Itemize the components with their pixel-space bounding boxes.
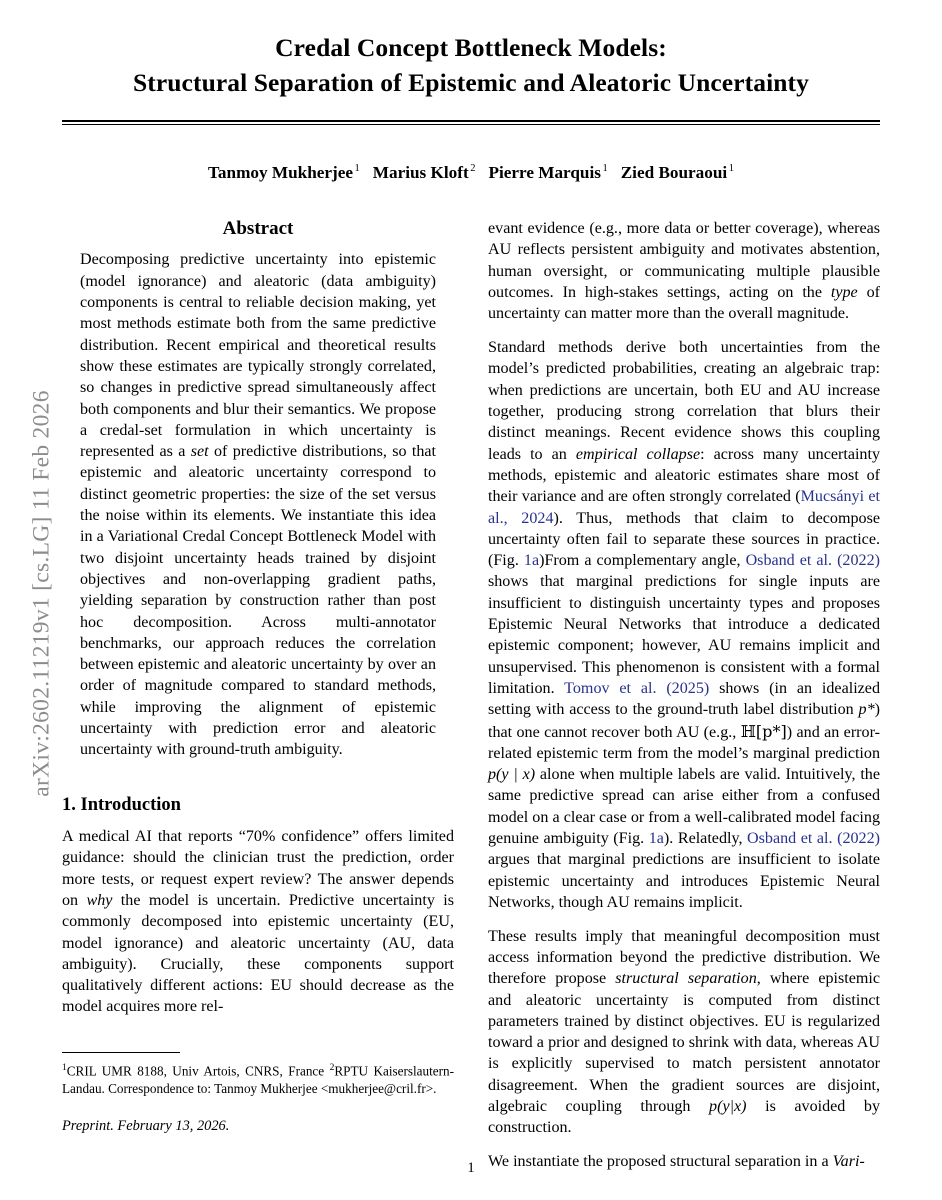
author-name: Zied Bouraoui bbox=[620, 163, 728, 183]
rc-p3-part-c: is avoided by construction. bbox=[488, 1098, 880, 1137]
rc-p1-part-2: of uncertainty can matter more than the overall magnitude. bbox=[488, 284, 880, 323]
rc-p3-part-b: , where epistemic and aleatoric uncertainty is computed from distinct parameters trained by distinct objectives. EU is regularized toward a prior and designed to shrink with data, whereas AU is explicitly supervised to match persistent annotator disagreement. When the gradient sources are disjoint, algebraic coupling through bbox=[488, 970, 881, 1116]
preprint-notice: Preprint. February 13, 2026. bbox=[62, 1117, 230, 1134]
author-name: Marius Kloft bbox=[372, 163, 469, 183]
abstract-text-part-2: of predictive distributions, so that epistemic and aleatoric uncertainty correspond to distinct geometric properties: the size of the set versus the noise within its elements. We instantiate this idea in a Variational Credal Concept Bottleneck Model with two disjoint uncertainty heads trained by disjoint objectives and non-overlapping gradient paths, yielding separation by construction rather than post hoc decomposition. Across multi-annotator benchmarks, our approach reduces the correlation between epistemic and aleatoric uncertainty by over an order of magnitude compared to standard methods, while improving the alignment of epistemic uncertainty with prediction error and aleatoric uncertainty with ground-truth ambiguity. bbox=[80, 443, 436, 759]
right-column bbox=[488, 218, 880, 1185]
footnote-affiliation-1: CRIL UMR 8188, Univ Artois, CNRS, France bbox=[66, 1063, 330, 1079]
rc-emphasis-empirical-collapse: empirical collapse bbox=[575, 445, 701, 463]
math-p-y-bar-x: p(y|x) bbox=[709, 1098, 747, 1116]
right-paragraph-3 bbox=[488, 926, 880, 1139]
rc-p1-part-1: evant evidence (e.g., more data or better coverage), whereas AU reflects persistent ambiguity and motivates abstention, human oversight, or communicating multiple plausible outcomes. In high-stakes settings, acting on the bbox=[488, 220, 880, 302]
abstract-text-part-1: Decomposing predictive uncertainty into epistemic (model ignorance) and aleatoric (data ambiguity) components is central to reliable decision making, yet most methods estimate both from the same predictive distribution. Recent empirical and theoretical results show these estimates are typically strongly correlated, so changes in predictive spread simultaneously affect both components and blur their semantics. We propose a credal-set formulation in which uncertainty is represented as a bbox=[80, 251, 436, 461]
footnote-affiliations bbox=[62, 1060, 454, 1098]
author-list bbox=[62, 163, 880, 183]
paper-title-line-1: Credal Concept Bottleneck Models: bbox=[275, 33, 667, 62]
paper-title-line-2: Structural Separation of Epistemic and Aleatoric Uncertainty bbox=[132, 68, 809, 97]
two-column-body bbox=[62, 218, 880, 1185]
math-entropy-p-star: ℍ[p*] bbox=[740, 721, 787, 741]
abstract-intro-spacer bbox=[62, 773, 454, 793]
rc-emphasis-structural-separation: structural separation bbox=[615, 970, 757, 988]
author-entry bbox=[208, 163, 360, 182]
rc-p2-part-j: ). Relatedly, bbox=[663, 830, 748, 847]
footnote-mark-1: 1 bbox=[62, 1063, 67, 1073]
math-p-star: p* bbox=[858, 701, 875, 719]
math-p-y-given-x: p(y | x) bbox=[488, 766, 536, 784]
rc-p2-part-f: shows (in an idealized setting with access to the ground-truth label distribution bbox=[488, 679, 880, 719]
abstract-body bbox=[62, 249, 454, 760]
rc-p2-part-e: shows that marginal predictions for single inputs are insufficient to distinguish uncertainty types and proposes Epistemic Neural Networks that introduce a dedicated epistemic component; however, AU remains implicit and unsupervised. This phenomenon is consistent with a formal limitation. bbox=[488, 573, 880, 697]
intro-emphasis-why: why bbox=[86, 892, 113, 909]
author-name: Tanmoy Mukherjee bbox=[208, 163, 354, 183]
author-entry bbox=[488, 163, 607, 182]
author-affiliation-mark: 1 bbox=[354, 163, 360, 175]
intro-text-part-1: A medical AI that reports “70% confidence” offers limited guidance: should the clinician trust the prediction, order more tests, or request expert review? The answer depends on bbox=[62, 828, 454, 909]
rc-p2-part-d: )From a complementary angle, bbox=[539, 552, 746, 570]
citation-link-osband[interactable]: Osband et al. (2022) bbox=[745, 552, 880, 570]
citation-link-mucsanyi[interactable]: Mucsányi et al., 2024 bbox=[488, 488, 881, 527]
figure-reference-link-1a-second[interactable]: 1a bbox=[648, 830, 664, 847]
footnote-mark-2: 2 bbox=[329, 1063, 335, 1073]
title-divider-rule bbox=[62, 120, 880, 125]
rc-p2-part-c: ). Thus, methods that claim to decompose uncertainty often fail to separate these sources in practice. (Fig. bbox=[488, 509, 880, 570]
footnote-affiliation-2: RPTU Kaiserslautern-Landau. Correspondence to: Tanmoy Mukherjee <mukherjee@cril.fr>. bbox=[62, 1063, 455, 1096]
left-column bbox=[62, 218, 454, 1185]
citation-link-osband-second[interactable]: Osband et al. (2022) bbox=[747, 830, 880, 847]
rc-p2-part-b: : across many uncertainty methods, epistemic and aleatoric estimates share most of their variance and are often strongly correlated ( bbox=[488, 445, 880, 506]
author-affiliation-mark: 1 bbox=[602, 163, 608, 175]
section-heading-introduction: 1. Introduction bbox=[62, 795, 181, 816]
rc-p2-part-h: ) and an error-related epistemic term from the model’s marginal prediction bbox=[488, 723, 880, 762]
rc-p2-part-k: argues that marginal predictions are insufficient to isolate epistemic uncertainty and introduces Epistemic Neural Networks, though AU remains implicit. bbox=[488, 851, 880, 911]
footnote-rule bbox=[62, 1052, 180, 1053]
rc-p3-part-a: These results imply that meaningful decomposition must access information beyond the predictive distribution. We therefore propose bbox=[488, 927, 880, 988]
figure-reference-link-1a[interactable]: 1a bbox=[523, 552, 540, 570]
rc-p2-part-g: ) that one cannot recover both AU (e.g., bbox=[488, 701, 880, 741]
abstract-paragraph bbox=[80, 249, 436, 760]
author-affiliation-mark: 2 bbox=[470, 163, 476, 175]
author-entry bbox=[621, 163, 734, 182]
title-block bbox=[62, 22, 880, 100]
right-paragraph-2 bbox=[488, 337, 880, 913]
rc-p2-part-i: alone when multiple labels are valid. Intuitively, the same predictive spread can arise either from a confused model on a clear case or from a well-calibrated model facing genuine ambiguity (Fig. bbox=[488, 766, 880, 847]
abstract-heading: Abstract bbox=[222, 218, 294, 240]
citation-link-tomov[interactable]: Tomov et al. (2025) bbox=[564, 679, 710, 697]
rc-emphasis-type: type bbox=[830, 284, 858, 302]
rc-p2-part-a: Standard methods derive both uncertainties from the model’s predicted probabilities, creating an algebraic trap: when predictions are uncertain, both EU and AU increase together, producing strong correlation that blurs their distinct meanings. Recent evidence shows this coupling leads to an bbox=[488, 339, 880, 463]
arxiv-identifier-stamp: arXiv:2602.11219v1 [cs.LG] 11 Feb 2026 bbox=[28, 390, 55, 797]
rc-emphasis-vari: Vari- bbox=[832, 1153, 865, 1171]
right-paragraph-1 bbox=[488, 218, 880, 324]
rc-p4-part-a: We instantiate the proposed structural separation in a bbox=[488, 1153, 833, 1171]
abstract-emphasis-set: set bbox=[190, 443, 209, 461]
introduction-paragraph-1 bbox=[62, 826, 454, 1018]
author-affiliation-mark: 1 bbox=[728, 163, 734, 175]
intro-text-part-2: the model is uncertain. Predictive uncertainty is commonly decomposed into epistemic uncertainty (EU, model ignorance) and aleatoric uncertainty (AU, data ambiguity). Crucially, these components support qualitatively different actions: EU should decrease as the model acquires more rel- bbox=[62, 892, 454, 1016]
footnote-block bbox=[62, 1052, 454, 1135]
author-entry bbox=[373, 163, 476, 182]
paper-content bbox=[62, 22, 880, 1185]
author-name: Pierre Marquis bbox=[488, 163, 601, 183]
page-number: 1 bbox=[467, 1160, 475, 1176]
